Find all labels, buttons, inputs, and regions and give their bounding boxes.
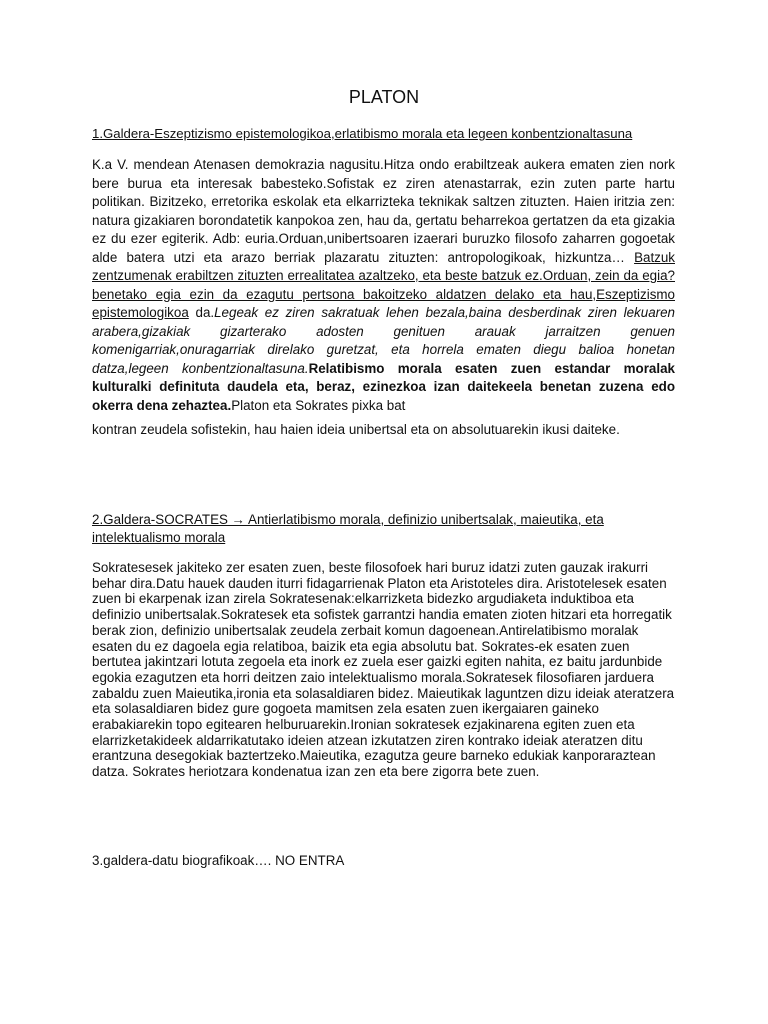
section2-heading: 2.Galdera-SOCRATES → Antierlatibismo morala, definizio unibertsalak, maieutika, eta intelektualismo morala: [92, 512, 604, 545]
section1-paragraph: [92, 156, 675, 415]
section1-connector-text: da.: [188, 305, 215, 320]
section1-plain-text: K.a V. mendean Atenasen demokrazia nagusitu.Hitza ondo erabiltzeak aukera ematen zien nork bere burua eta interesak babesteko.Sofistak ez ziren atenastarrak, ezin zuten parte hartu politikan. Bizitzeko, erretorika eskolak eta elkarriztek​a teknikak saltzen zituzten. Haien iritzia zen: natura gizakiaren borondatetik kanpokoa zen, hau da, gertatu beharrekoa gertatzen da eta gizakia ez du ezer egiterik. Adb: euria.Orduan,unibertsoaren izaerari buruzko filosofo zaharren gogoetak alde batera utzi eta arazo berriak plazaratu zituzten: antropologikoak, hizkuntza…: [92, 157, 675, 265]
section2-paragraph: Sokratesesek jakiteko zer esaten zuen, beste filosofoek hari buruz idatzi zuten gauzak irakurri behar dira.Datu hauek dauden iturri fidagarrienak Platon eta Aristoteles dira. Aristotelesek esaten zuen bi ekarpenak izan zirela Sokratesenak:elkarrizketa bidezko argudiaketa induktiboa eta definizio unibertsalak.Sokratesek eta sofistek garrantzi handia ematen zioten hitzari eta horregatik berak zion, definizio unibertsalak zeudela zerbait komun dagoenean.Antirelatibismo moralak esaten du ez dagoela egia relatiboa, baizik eta egia absolutu bat. Sokrates-ek esaten zuen bertutea jakintzari lotuta zegoela eta inork ez zuela eser gaizki egiten nahita, ez baitu jardunbide egokia ezagutzen eta horri deitzen zaio intelektualismo morala.Sokratesek filosofiaren jarduera zabaldu zuen Maieutika,ironia eta solasaldiaren bidez. Maieutikak laguntzen dizu ideiak ateratzera eta solasaldiaren bidez gure gogoeta mamitsen zela esaten zuen ikergaiaren gaineko erabakiarekin topo egitearen helburuarekin.Ironian sokratesek ezjakinarena egiten zuen eta elarrizketakideek aldarrikatutako ideien atzean izkutatzen ziren kontrako ideiak ateratzen ditu erantzuna desegokiak baztertzeko.Maieutika, ezagutza geure barneko edukiak kanporaraztean datza. Sokrates heriotzara kondenatua izan zen eta bere zigorra bete zuen.: [92, 560, 675, 780]
section3-heading: 3.galdera-datu biografikoak…. NO ENTRA: [92, 853, 345, 868]
section1-bold-text: Relatibismo morala esaten zuen estandar moralak kulturalki definituta daudela eta, beraz, ezinezkoa izan daitekeela benetan zuzena edo okerra dena zehaztea.: [92, 360, 675, 413]
section1-end-text: Platon eta Sokrates pixka bat: [231, 397, 406, 413]
section1-italic-text: Legeak ez ziren sakratuak lehen bezala,baina desberdinak ziren lekuaren arabera,gizakiak gizarterako adosten genituen arauak jarraitzen genuen komenigarriak,onuragarriak direlako guretzat, eta horrela ematen diegu balioa honetan datza,legeen konbentzionaltasuna.: [92, 305, 675, 376]
section1-tail-text: kontran zeudela sofistekin, hau haien ideia unibertsal eta on absolutuarekin ikusi daiteke.: [92, 422, 620, 437]
page-title: PLATON: [348, 87, 420, 107]
section1-underlined-text: Batzuk zentzumenak erabiltzen zituzten errealitatea azaltzeko, eta beste batzuk ez.Orduan, zein da egia?benetako egia ezin da ezagutu pertsona bakoitzeko aldatzen delako eta hau,Eszeptizismo epistemologikoa: [92, 249, 675, 320]
section1-heading: 1.Galdera-Eszeptizismo epistemologikoa,erlatibismo morala eta legeen konbentzionaltasuna: [92, 126, 633, 141]
